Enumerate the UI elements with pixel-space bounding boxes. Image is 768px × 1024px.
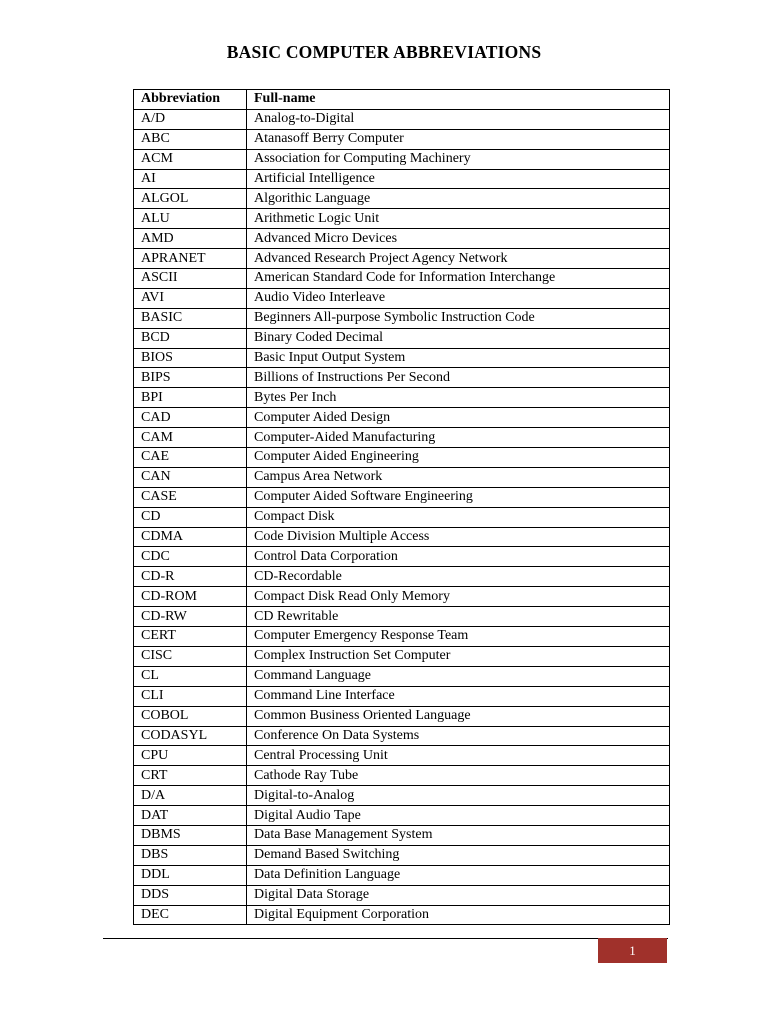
full-name-cell: Command Language	[247, 666, 670, 686]
abbreviation-cell: APRANET	[134, 249, 247, 269]
full-name-cell: Command Line Interface	[247, 686, 670, 706]
abbreviation-cell: AVI	[134, 288, 247, 308]
full-name-cell: American Standard Code for Information Interchange	[247, 269, 670, 289]
full-name-cell: Algorithic Language	[247, 189, 670, 209]
table-row	[134, 567, 670, 587]
abbreviation-cell: BIOS	[134, 348, 247, 368]
abbreviation-cell: DEC	[134, 905, 247, 925]
table-row	[134, 328, 670, 348]
abbreviation-cell: ABC	[134, 129, 247, 149]
full-name-cell: Analog-to-Digital	[247, 109, 670, 129]
abbreviation-cell: COBOL	[134, 706, 247, 726]
full-name-cell: Central Processing Unit	[247, 746, 670, 766]
abbreviation-cell: D/A	[134, 786, 247, 806]
table-row	[134, 865, 670, 885]
full-name-cell: Basic Input Output System	[247, 348, 670, 368]
full-name-cell: Cathode Ray Tube	[247, 766, 670, 786]
abbreviation-cell: CAE	[134, 448, 247, 468]
table-row	[134, 666, 670, 686]
abbreviation-cell: ACM	[134, 149, 247, 169]
abbreviation-cell: BCD	[134, 328, 247, 348]
table-row	[134, 129, 670, 149]
table-row	[134, 249, 670, 269]
abbreviation-cell: CRT	[134, 766, 247, 786]
table-row	[134, 428, 670, 448]
full-name-cell: Digital Equipment Corporation	[247, 905, 670, 925]
table-row	[134, 786, 670, 806]
abbreviation-cell: CAD	[134, 408, 247, 428]
abbreviation-cell: DAT	[134, 806, 247, 826]
table-row	[134, 507, 670, 527]
abbreviation-cell: ASCII	[134, 269, 247, 289]
full-name-cell: Computer Aided Engineering	[247, 448, 670, 468]
table-row	[134, 806, 670, 826]
table-row	[134, 627, 670, 647]
table-row	[134, 587, 670, 607]
table-row	[134, 547, 670, 567]
table-row	[134, 706, 670, 726]
table-row	[134, 149, 670, 169]
full-name-cell: Campus Area Network	[247, 467, 670, 487]
table-row	[134, 408, 670, 428]
table-row	[134, 766, 670, 786]
abbreviations-table	[133, 89, 670, 925]
full-name-cell: Bytes Per Inch	[247, 388, 670, 408]
abbreviation-cell: CISC	[134, 646, 247, 666]
full-name-cell: Complex Instruction Set Computer	[247, 646, 670, 666]
table-header-row	[134, 90, 670, 110]
abbreviation-cell: AI	[134, 169, 247, 189]
full-name-cell: Arithmetic Logic Unit	[247, 209, 670, 229]
table-row	[134, 746, 670, 766]
table-row	[134, 607, 670, 627]
table-row	[134, 388, 670, 408]
footer-divider	[103, 938, 668, 939]
table-row	[134, 905, 670, 925]
full-name-cell: Artificial Intelligence	[247, 169, 670, 189]
full-name-cell: Control Data Corporation	[247, 547, 670, 567]
full-name-cell: Digital Audio Tape	[247, 806, 670, 826]
full-name-cell: Data Base Management System	[247, 825, 670, 845]
abbreviation-cell: BIPS	[134, 368, 247, 388]
abbreviation-cell: CDMA	[134, 527, 247, 547]
abbreviation-cell: ALU	[134, 209, 247, 229]
page-title: BASIC COMPUTER ABBREVIATIONS	[226, 42, 542, 62]
full-name-cell: Digital-to-Analog	[247, 786, 670, 806]
abbreviation-cell: CAN	[134, 467, 247, 487]
full-name-cell: Computer Aided Software Engineering	[247, 487, 670, 507]
full-name-cell: Advanced Research Project Agency Network	[247, 249, 670, 269]
full-name-cell: Audio Video Interleave	[247, 288, 670, 308]
abbreviation-cell: CD-RW	[134, 607, 247, 627]
table-body	[134, 109, 670, 925]
abbreviation-cell: CL	[134, 666, 247, 686]
full-name-cell: Computer Aided Design	[247, 408, 670, 428]
abbreviation-cell: CODASYL	[134, 726, 247, 746]
column-header-abbreviation: Abbreviation	[134, 90, 247, 110]
abbreviation-cell: CD-R	[134, 567, 247, 587]
full-name-cell: Association for Computing Machinery	[247, 149, 670, 169]
full-name-cell: Advanced Micro Devices	[247, 229, 670, 249]
abbreviation-cell: CD	[134, 507, 247, 527]
full-name-cell: Conference On Data Systems	[247, 726, 670, 746]
table-row	[134, 269, 670, 289]
table-row	[134, 209, 670, 229]
abbreviation-cell: ALGOL	[134, 189, 247, 209]
table-row	[134, 348, 670, 368]
page-number: 1	[598, 938, 667, 963]
table-row	[134, 448, 670, 468]
abbreviation-cell: CLI	[134, 686, 247, 706]
full-name-cell: Compact Disk Read Only Memory	[247, 587, 670, 607]
abbreviation-cell: CERT	[134, 627, 247, 647]
table-row	[134, 726, 670, 746]
full-name-cell: Computer-Aided Manufacturing	[247, 428, 670, 448]
table-row	[134, 368, 670, 388]
full-name-cell: Demand Based Switching	[247, 845, 670, 865]
abbreviation-cell: CDC	[134, 547, 247, 567]
table-row	[134, 308, 670, 328]
full-name-cell: Computer Emergency Response Team	[247, 627, 670, 647]
full-name-cell: CD Rewritable	[247, 607, 670, 627]
table-row	[134, 646, 670, 666]
table-row	[134, 487, 670, 507]
full-name-cell: CD-Recordable	[247, 567, 670, 587]
abbreviation-cell: CAM	[134, 428, 247, 448]
full-name-cell: Compact Disk	[247, 507, 670, 527]
table-row	[134, 527, 670, 547]
full-name-cell: Binary Coded Decimal	[247, 328, 670, 348]
table-row	[134, 189, 670, 209]
abbreviation-cell: CPU	[134, 746, 247, 766]
full-name-cell: Beginners All-purpose Symbolic Instruction Code	[247, 308, 670, 328]
abbreviation-cell: DBS	[134, 845, 247, 865]
abbreviation-cell: BASIC	[134, 308, 247, 328]
column-header-full-name: Full-name	[247, 90, 670, 110]
full-name-cell: Common Business Oriented Language	[247, 706, 670, 726]
abbreviation-cell: A/D	[134, 109, 247, 129]
table-row	[134, 109, 670, 129]
abbreviation-cell: BPI	[134, 388, 247, 408]
table-row	[134, 229, 670, 249]
full-name-cell: Atanasoff Berry Computer	[247, 129, 670, 149]
abbreviation-cell: DDL	[134, 865, 247, 885]
full-name-cell: Digital Data Storage	[247, 885, 670, 905]
abbreviation-cell: AMD	[134, 229, 247, 249]
table-row	[134, 169, 670, 189]
abbreviation-cell: DDS	[134, 885, 247, 905]
abbreviation-cell: CASE	[134, 487, 247, 507]
table-row	[134, 467, 670, 487]
table-row	[134, 845, 670, 865]
abbreviation-cell: CD-ROM	[134, 587, 247, 607]
table-row	[134, 825, 670, 845]
full-name-cell: Code Division Multiple Access	[247, 527, 670, 547]
table-row	[134, 288, 670, 308]
abbreviation-cell: DBMS	[134, 825, 247, 845]
full-name-cell: Data Definition Language	[247, 865, 670, 885]
table-row	[134, 885, 670, 905]
table-row	[134, 686, 670, 706]
full-name-cell: Billions of Instructions Per Second	[247, 368, 670, 388]
